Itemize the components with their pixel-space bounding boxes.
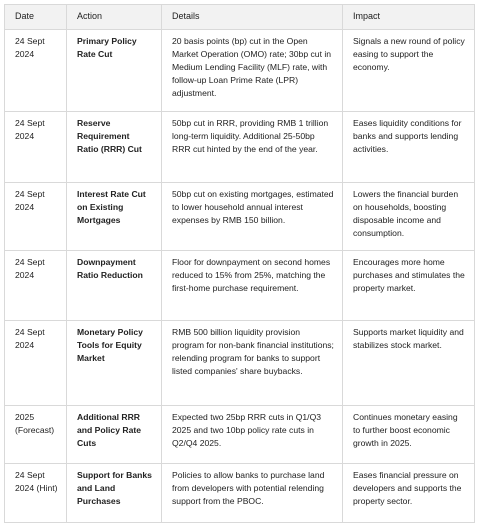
table-row xyxy=(5,30,475,112)
details-cell: 50bp cut in RRR, providing RMB 1 trillion long-term liquidity. Additional 25-50bp RRR cut hinted by the end of the year. xyxy=(162,112,343,183)
impact-cell: Eases financial pressure on developers and supports the property sector. xyxy=(343,464,475,523)
table-row xyxy=(5,406,475,464)
date-cell: 24 Sept 2024 xyxy=(5,183,67,251)
action-cell: Support for Banks and Land Purchases xyxy=(67,464,162,523)
table-row xyxy=(5,183,475,251)
policy-table-container xyxy=(4,4,474,523)
column-header-details: Details xyxy=(162,5,343,30)
table-header-row xyxy=(5,5,475,30)
action-cell: Reserve Requirement Ratio (RRR) Cut xyxy=(67,112,162,183)
date-cell: 2025 (Forecast) xyxy=(5,406,67,464)
impact-cell: Encourages more home purchases and stimulates the property market. xyxy=(343,251,475,321)
action-cell: Downpayment Ratio Reduction xyxy=(67,251,162,321)
details-cell: 20 basis points (bp) cut in the Open Market Operation (OMO) rate; 30bp cut in Medium Lending Facility (MLF) rate, with follow-up Loan Prime Rate (LPR) adjustment. xyxy=(162,30,343,112)
impact-cell: Eases liquidity conditions for banks and supports lending activities. xyxy=(343,112,475,183)
column-header-date: Date xyxy=(5,5,67,30)
details-cell: Expected two 25bp RRR cuts in Q1/Q3 2025 and two 10bp policy rate cuts in Q2/Q4 2025. xyxy=(162,406,343,464)
action-cell: Additional RRR and Policy Rate Cuts xyxy=(67,406,162,464)
date-cell: 24 Sept 2024 xyxy=(5,30,67,112)
column-header-action: Action xyxy=(67,5,162,30)
table-row xyxy=(5,321,475,406)
action-cell: Primary Policy Rate Cut xyxy=(67,30,162,112)
details-cell: RMB 500 billion liquidity provision program for non-bank financial institutions; relending program for banks to support listed companies' share buybacks. xyxy=(162,321,343,406)
details-cell: 50bp cut on existing mortgages, estimated to lower household annual interest expenses by RMB 150 billion. xyxy=(162,183,343,251)
column-header-impact: Impact xyxy=(343,5,475,30)
table-row xyxy=(5,251,475,321)
date-cell: 24 Sept 2024 xyxy=(5,251,67,321)
policy-table xyxy=(4,4,475,523)
action-cell: Interest Rate Cut on Existing Mortgages xyxy=(67,183,162,251)
action-cell: Monetary Policy Tools for Equity Market xyxy=(67,321,162,406)
table-row xyxy=(5,112,475,183)
date-cell: 24 Sept 2024 xyxy=(5,112,67,183)
impact-cell: Continues monetary easing to further boost economic growth in 2025. xyxy=(343,406,475,464)
date-cell: 24 Sept 2024 xyxy=(5,321,67,406)
impact-cell: Lowers the financial burden on households, boosting disposable income and consumption. xyxy=(343,183,475,251)
date-cell: 24 Sept 2024 (Hint) xyxy=(5,464,67,523)
details-cell: Floor for downpayment on second homes reduced to 15% from 25%, matching the first-home purchase requirement. xyxy=(162,251,343,321)
impact-cell: Supports market liquidity and stabilizes stock market. xyxy=(343,321,475,406)
details-cell: Policies to allow banks to purchase land from developers with potential relending support from the PBOC. xyxy=(162,464,343,523)
impact-cell: Signals a new round of policy easing to support the economy. xyxy=(343,30,475,112)
